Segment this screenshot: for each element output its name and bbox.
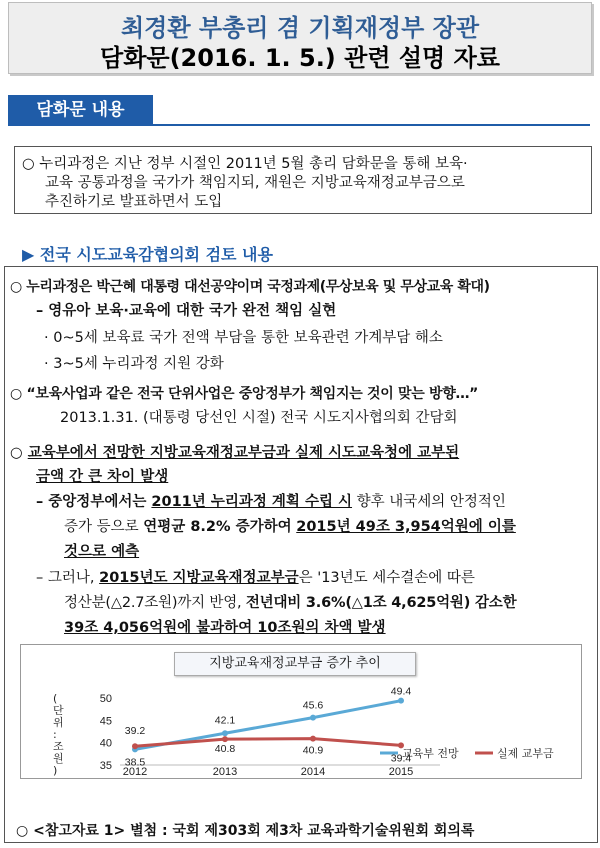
summary-line-3: 추진하기로 발표하면서 도입 [45, 194, 223, 210]
series-1-data-label: 42.1 [214, 714, 236, 727]
p1-line-4: · 3~5세 누리과정 지원 강화 [44, 356, 224, 372]
x-tick-label: 2014 [300, 766, 326, 777]
p3-line-1: ○ 교육부에서 전망한 지방교육재정교부금과 실제 시도교육청에 교부된 [10, 445, 460, 461]
section-underline [153, 124, 590, 126]
series-2-data-label: 39.4 [390, 752, 412, 765]
p1-line-1: ○ 누리과정은 박근혜 대통령 대선공약이며 국정과제(무상보육 및 무상교육 확대) [10, 279, 490, 295]
section-heading: 담화문 내용 [8, 95, 153, 126]
subsection-heading: ▶ 전국 시도교육감협의회 검토 내용 [22, 245, 273, 264]
series-1-data-label: 49.4 [390, 685, 412, 698]
p3-line-8: 39조 4,056억원에 불과하여 10조원의 차액 발생 [64, 620, 386, 636]
p3-line-5: 것으로 예측 [64, 544, 140, 560]
series-1-data-label: 45.6 [302, 699, 324, 712]
series-2-point [310, 736, 316, 742]
p3-line-2: 금액 간 큰 차이 발생 [36, 469, 169, 485]
line-chart [20, 644, 580, 777]
legend-label-2: 실제 교부금 [497, 747, 554, 760]
p3-line-4: 증가 등으로 연평균 8.2% 증가하여 2015년 49조 3,954억원에 이를 [64, 519, 516, 535]
series-2-point [222, 736, 228, 742]
series-1-point [222, 730, 228, 736]
series-2-point [132, 743, 138, 749]
p1-line-3: · 0~5세 보육료 국가 전액 부담을 통한 보육관련 가계부담 해소 [44, 330, 443, 346]
legend-label-1: 교육부 전망 [402, 747, 459, 760]
x-tick-label: 2015 [388, 766, 414, 777]
chart-title: 지방교육재정교부금 증가 추이 [174, 652, 416, 676]
x-tick-label: 2013 [212, 766, 238, 777]
p2-line-2: 2013.1.31. (대통령 당선인 시절) 전국 시도지사협의회 간담회 [60, 410, 458, 426]
series-2-data-label: 39.2 [124, 725, 146, 738]
p3-line-6: – 그러나, 2015년도 지방교육재정교부금은 '13년도 세수결손에 따른 [36, 570, 475, 586]
page-subtitle: 담화문(2016. 1. 5.) 관련 설명 자료 [100, 44, 500, 72]
series-1-data-label: 38.5 [124, 756, 146, 769]
page-title: 최경환 부총리 겸 기획재정부 장관 [121, 14, 479, 42]
p2-line-1: ○ “보육사업과 같은 전국 단위사업은 중앙정부가 책임지는 것이 맞는 방향…” [10, 386, 479, 402]
y-tick-label: 40 [99, 737, 112, 750]
p3-line-3: – 중앙정부에서는 2011년 누리과정 계획 수립 시 향후 내국세의 안정적인 [36, 494, 506, 510]
series-line-2 [135, 739, 401, 747]
series-2-data-label: 40.8 [214, 743, 236, 756]
series-2-data-label: 40.9 [302, 744, 324, 757]
series-1-point [398, 698, 404, 704]
summary-line-1: ○ 누리과정은 지난 정부 시절인 2011년 5월 총리 담화문을 통해 보육· [22, 156, 468, 172]
y-tick-label: 35 [99, 760, 112, 772]
summary-line-2: 교육 공통과정을 국가가 책임지되, 재원은 지방교육재정교부금으로 [45, 175, 465, 191]
y-tick-label: 45 [99, 715, 112, 728]
y-axis-label: ( 단 위 : 조 원 ) [53, 692, 64, 777]
footer-note: ○ <참고자료 1> 별첨 : 국회 제303회 제3차 교육과학기술위원회 회의록 [16, 823, 475, 839]
series-1-point [310, 715, 316, 721]
p1-line-2: – 영유아 보육·교육에 대한 국가 완전 책임 실현 [36, 303, 337, 319]
p3-line-7: 정산분(△2.7조원)까지 반영, 전년대비 3.6%(△1조 4,625억원) 감소한 [64, 595, 517, 611]
y-tick-label: 50 [99, 693, 112, 705]
x-tick-label: 2012 [122, 766, 148, 777]
